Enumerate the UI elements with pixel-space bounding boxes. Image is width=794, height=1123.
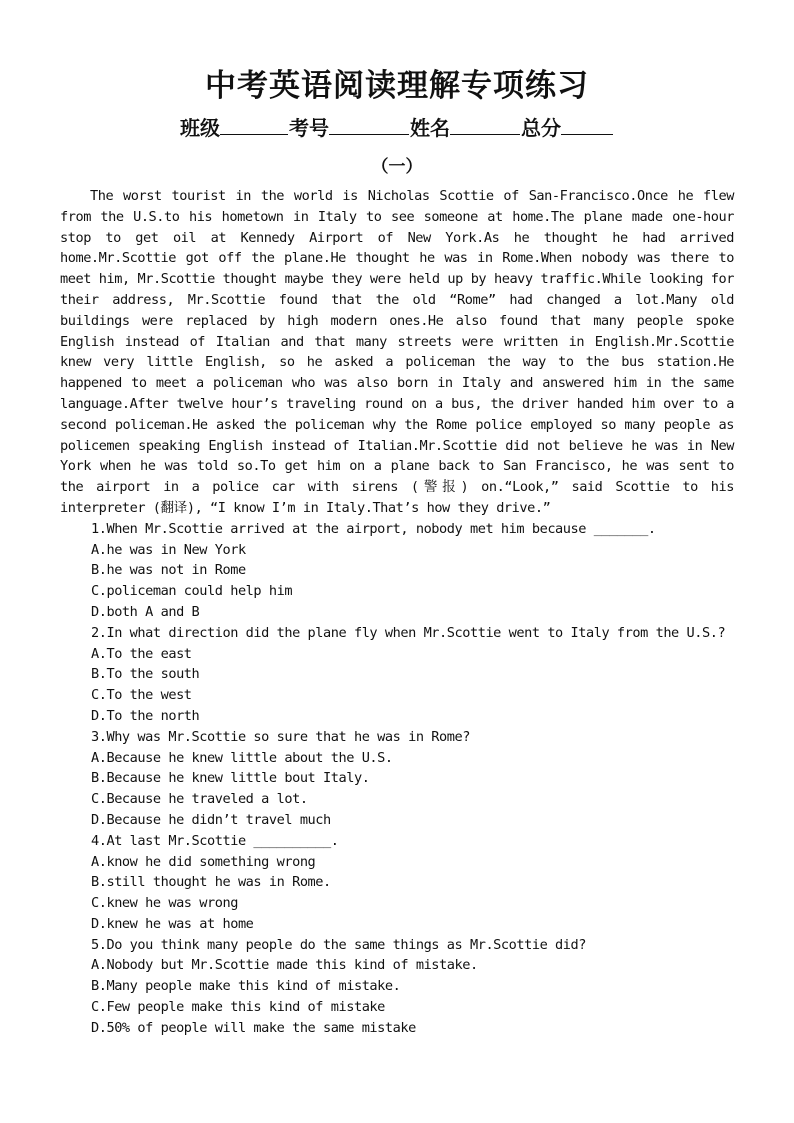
name-blank[interactable]	[450, 116, 520, 135]
question-block	[60, 935, 734, 1039]
class-blank[interactable]	[220, 116, 288, 135]
student-info-line	[0, 112, 794, 141]
question-block	[60, 831, 734, 935]
name-label: 姓名	[410, 116, 450, 140]
answer-option: D.knew he was at home	[91, 915, 254, 932]
answer-option: A.To the east	[91, 645, 192, 662]
question-list	[60, 519, 734, 1039]
class-field	[180, 112, 289, 141]
question-block	[60, 623, 734, 727]
answer-option: A.know he did something wrong	[91, 853, 316, 870]
answer-option: D.50% of people will make the same mistake	[91, 1019, 416, 1036]
answer-option: B.Many people make this kind of mistake.	[91, 978, 401, 995]
question-stem: 4.At last Mr.Scottie __________.	[91, 832, 339, 849]
answer-option: C.policeman could help him	[91, 583, 293, 600]
question-stem: 3.Why was Mr.Scottie so sure that he was in Rome?	[91, 728, 470, 745]
name-field	[410, 112, 521, 141]
page-title: 中考英语阅读理解专项练习	[205, 68, 589, 104]
total-score-label: 总分	[521, 116, 561, 140]
question-block	[60, 519, 734, 623]
answer-option: B.he was not in Rome	[91, 562, 246, 579]
answer-option: D.both A and B	[91, 603, 200, 620]
total-score-field	[521, 112, 614, 141]
answer-option: C.Because he traveled a lot.	[91, 791, 308, 808]
answer-option: B.To the south	[91, 666, 200, 683]
answer-option: D.Because he didn’t travel much	[91, 811, 331, 828]
answer-option: A.he was in New York	[91, 541, 246, 558]
exam-number-blank[interactable]	[329, 116, 409, 135]
total-score-blank[interactable]	[561, 116, 613, 135]
question-stem: 5.Do you think many people do the same things as Mr.Scottie did?	[91, 936, 586, 953]
answer-option: C.To the west	[91, 687, 192, 704]
answer-option: C.Few people make this kind of mistake	[91, 999, 385, 1016]
answer-option: A.Nobody but Mr.Scottie made this kind of mistake.	[91, 957, 478, 974]
question-block	[60, 727, 734, 831]
answer-option: B.Because he knew little bout Italy.	[91, 770, 370, 787]
answer-option: D.To the north	[91, 707, 200, 724]
class-label: 班级	[180, 116, 220, 140]
section-number: （一）	[371, 157, 423, 177]
exam-number-label: 考号	[289, 116, 329, 140]
exam-number-field	[289, 112, 410, 141]
answer-option: C.knew he was wrong	[91, 895, 238, 912]
reading-content	[60, 186, 734, 1039]
question-stem: 2.In what direction did the plane fly when Mr.Scottie went to Italy from the U.S.?	[91, 624, 726, 641]
answer-option: A.Because he knew little about the U.S.	[91, 749, 393, 766]
question-stem: 1.When Mr.Scottie arrived at the airport, nobody met him because _______.	[91, 520, 656, 537]
reading-passage: The worst tourist in the world is Nicholas Scottie of San-Francisco.Once he flew from the U.S.to his hometown in Italy to see someone at home.The plane made one-hour stop to get oil at Kennedy Airport of New York.As he thought he had arrived home.Mr.Scottie got off the plane.He thought he was in Rome.When nobody was there to meet him, Mr.Scottie thought maybe they were held up by heavy traffic.While looking for their address, Mr.Scottie found that the old “Rome” had changed a lot.Many old buildings were replaced by high modern ones.He also found that many people spoke English instead of Italian and that many streets were written in English.Mr.Scottie knew very little English, so he asked a policeman the way to the bus station.He happened to meet a policeman who was also born in Italy and answered him in the same language.After twelve hour’s traveling round on a bus, the driver handed him over to a second policeman.He asked the policeman why the Rome police employed so many people as policemen speaking English instead of Italian.Mr.Scottie did not believe he was in New York when he was told so.To get him on a plane back to San Francisco, he was sent to the airport in a police car with sirens (警报) on.“Look,” said Scottie to his interpreter (翻译), “I know I’m in Italy.That’s how they drive.”	[60, 188, 734, 516]
answer-option: B.still thought he was in Rome.	[91, 874, 331, 891]
